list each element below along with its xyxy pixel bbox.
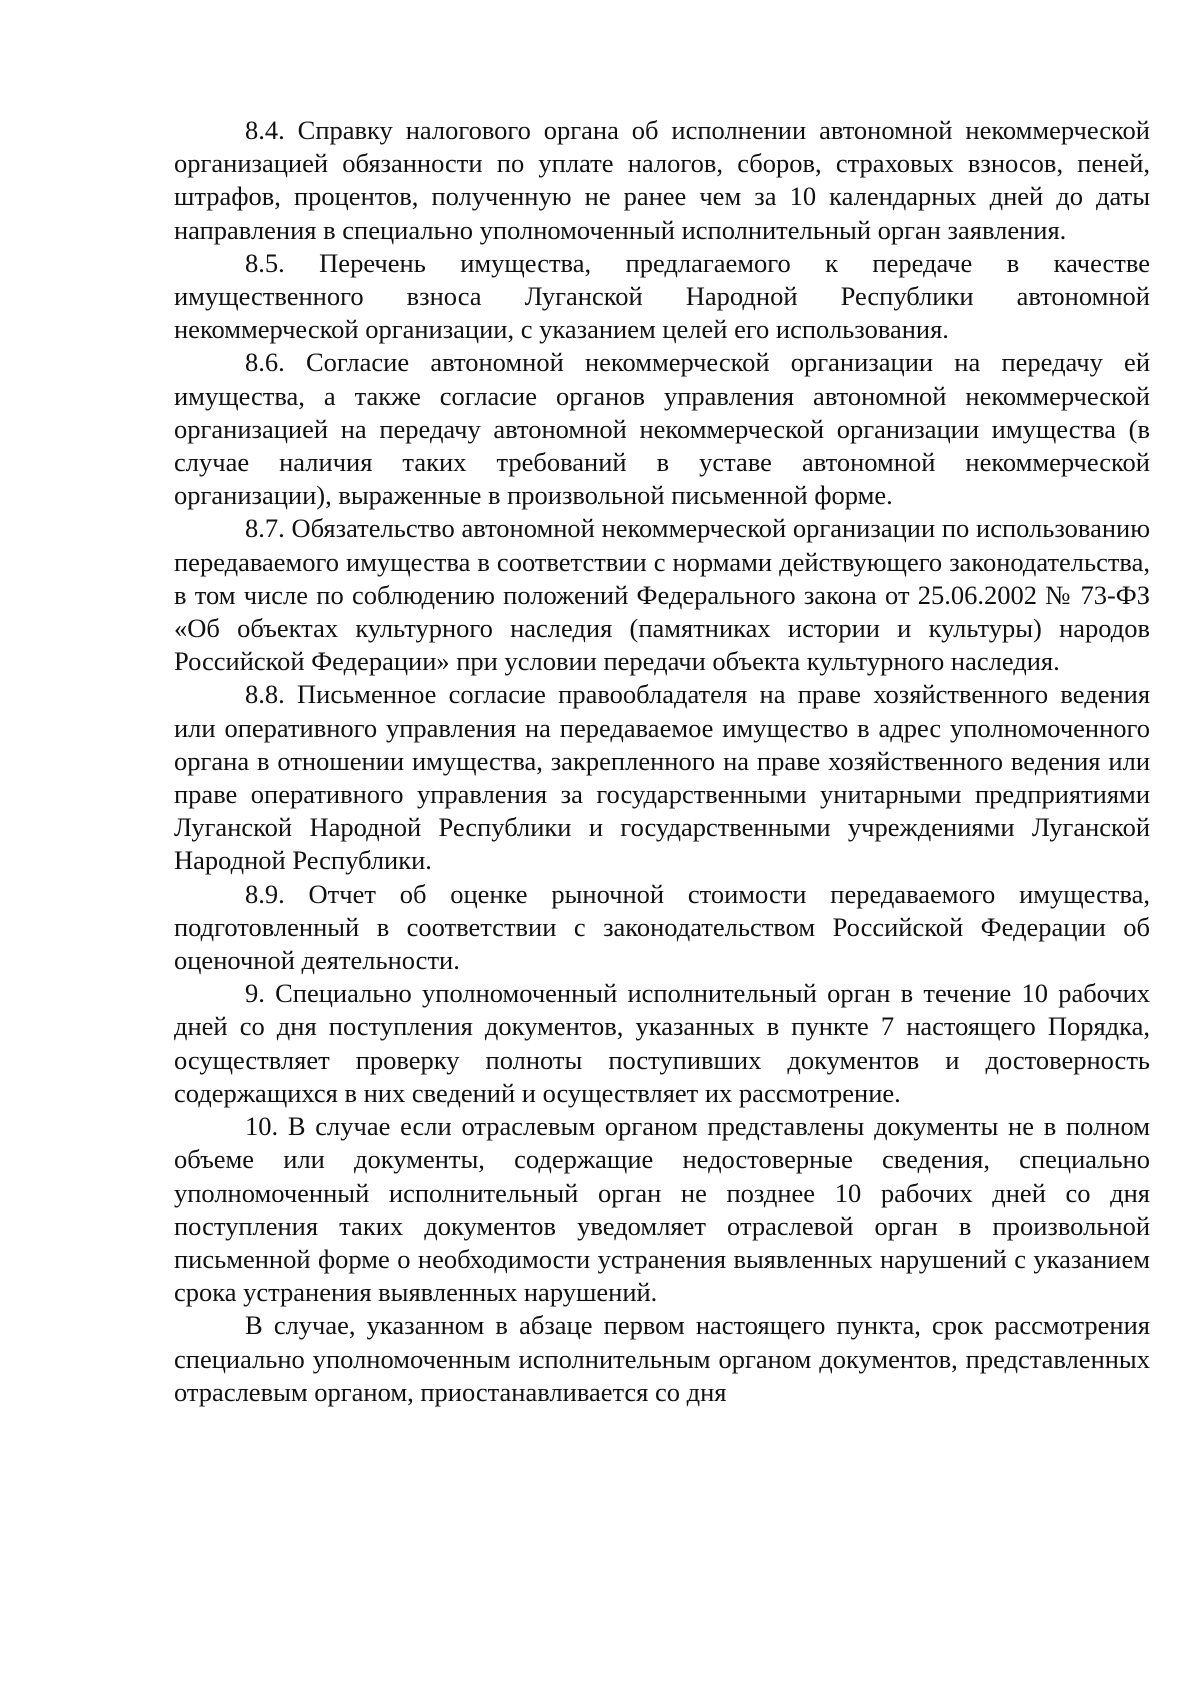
paragraph-text: Специально уполномоченный исполнительный орган в течение 10 рабочих дней со дня поступления документов, указанных в пункте 7 настоящего Порядка, осуществляет проверку полноты поступивших документов и достоверность содержащихся в них сведений и осуществляет их рассмотрение. bbox=[174, 978, 1151, 1108]
paragraph-number: 8.9. bbox=[245, 878, 285, 909]
paragraph-text: Согласие автономной некоммерческой организации на передачу ей имущества, а также согласие органов управления автономной некоммерческой организацией на передачу автономной некоммерческой организации имущества (в случае наличия таких требований в уставе автономной некоммерческой организации), выраженные в произвольной письменной форме. bbox=[174, 347, 1151, 511]
paragraph-8-4 bbox=[174, 114, 1150, 247]
paragraph-8-9 bbox=[174, 878, 1150, 978]
paragraph-10-continuation bbox=[174, 1309, 1150, 1409]
paragraph-text: В случае, указанном в абзаце первом настоящего пункта, срок рассмотрения специально уполномоченным исполнительным органом документов, представленных отраслевым органом, приостанавливается со дня bbox=[174, 1310, 1150, 1407]
paragraph-8-7 bbox=[174, 512, 1150, 678]
paragraph-number: 8.8. bbox=[245, 679, 285, 710]
paragraph-text: Обязательство автономной некоммерческой организации по использованию передаваемого имущества в соответствии с нормами действующего законодательства, в том числе по соблюдению положений Федерального закона от 25.06.2002 № 73-ФЗ «Об объектах культурного наследия (памятниках истории и культуры) народов Российской Федерации» при условии передачи объекта культурного наследия. bbox=[174, 513, 1150, 677]
paragraph-9 bbox=[174, 977, 1150, 1110]
paragraph-8-5 bbox=[174, 247, 1150, 347]
paragraph-number: 8.7. bbox=[245, 513, 285, 544]
paragraph-number: 8.5. bbox=[245, 247, 285, 278]
paragraph-8-6 bbox=[174, 346, 1150, 512]
paragraph-text: Отчет об оценке рыночной стоимости передаваемого имущества, подготовленный в соответствии с законодательством Российской Федерации об оценочной деятельности. bbox=[174, 878, 1150, 976]
paragraph-number: 10. bbox=[245, 1111, 279, 1142]
paragraph-number: 8.6. bbox=[245, 347, 285, 378]
paragraph-8-8 bbox=[174, 678, 1150, 877]
paragraph-10 bbox=[174, 1110, 1150, 1309]
paragraph-number: 9. bbox=[245, 978, 265, 1009]
paragraph-text: В случае если отраслевым органом представлены документы не в полном объеме или документы, содержащие недостоверные сведения, специально уполномоченный исполнительный орган не позднее 10 рабочих дней со дня поступления таких документов уведомляет отраслевой орган в произвольной письменной форме о необходимости устранения выявленных нарушений с указанием срока устранения выявленных нарушений. bbox=[174, 1111, 1150, 1308]
paragraph-number: 8.4. bbox=[245, 115, 285, 145]
document-body bbox=[174, 114, 1150, 1409]
paragraph-text: Перечень имущества, предлагаемого к передаче в качестве имущественного взноса Луганской Народной Республики автономной некоммерческой организации, с указанием целей его использования. bbox=[174, 247, 1151, 345]
paragraph-text: Справку налогового органа об исполнении автономной некоммерческой организацией обязанности по уплате налогов, сборов, страховых взносов, пеней, штрафов, процентов, полученную не ранее чем за 10 календарных дней до даты направления в специально уполномоченный исполнительный орган заявления. bbox=[174, 115, 1150, 245]
paragraph-text: Письменное согласие правообладателя на праве хозяйственного ведения или оперативного управления на передаваемое имущество в адрес уполномоченного органа в отношении имущества, закрепленного на праве хозяйственного ведения или праве оперативного управления за государственными унитарными предприятиями Луганской Народной Республики и государственными учреждениями Луганской Народной Республики. bbox=[174, 679, 1151, 876]
